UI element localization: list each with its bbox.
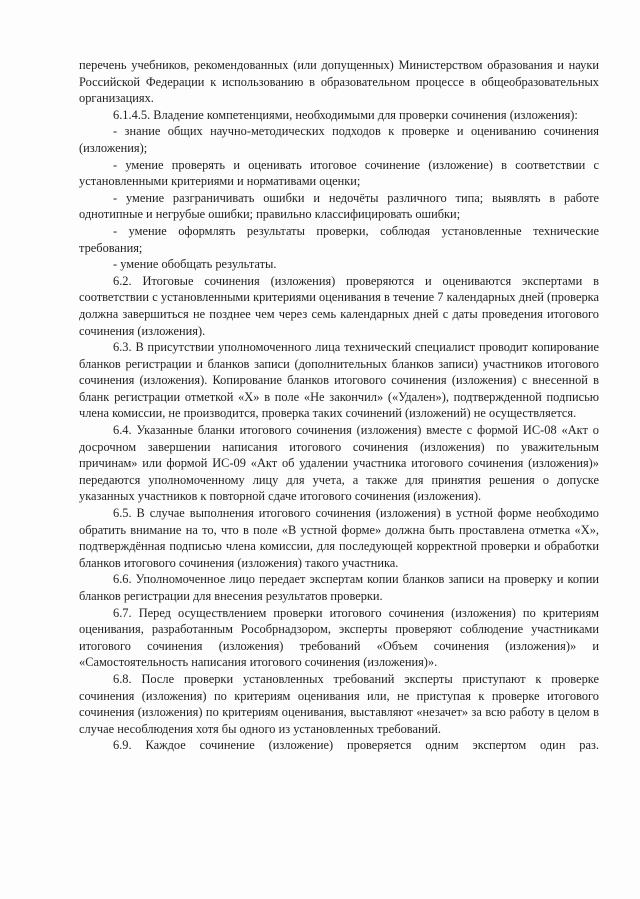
- paragraph-number: 6.9.: [113, 738, 132, 753]
- paragraph-number: 6.2.: [113, 273, 132, 288]
- list-item-text: - умение оформлять результаты проверки, соблюдая установленные технические требования;: [79, 223, 599, 255]
- paragraph-text: Перед осуществлением проверки итогового сочинения (изложения) по критериям оценивания, разработанным Рособрнадзором, эксперты проверяют соблюдение участниками итогового сочинения (изложения) требований «Объем сочинения (изложения)» и «Самостоятельность написания итогового сочинения (изложения)».: [79, 605, 599, 670]
- list-item-text: - умение разграничивать ошибки и недочёты различного типа; выявлять в работе однотипные и негрубые ошибки; правильно классифицировать ошибки;: [79, 190, 599, 222]
- list-item: [79, 157, 599, 190]
- paragraph-6-7: [79, 605, 599, 671]
- paragraph-number: 6.3.: [113, 340, 132, 355]
- paragraph-text: Указанные бланки итогового сочинения (изложения) вместе с формой ИС-08 «Акт о досрочном завершении написания итогового сочинения (изложения) по уважительным причинам» или формой ИС-09 «Акт об удалении участника итогового сочинения (изложения)» передаются уполномоченному лицу для учета, а также для принятия решения о допуске указанных участников к повторной сдаче итогового сочинения (изложения).: [79, 423, 599, 504]
- document-body: [79, 57, 599, 754]
- paragraph-text: Уполномоченное лицо передает экспертам копии бланков записи на проверку и копии бланков регистрации для внесения результатов проверки.: [79, 572, 599, 603]
- paragraph-6-9: [79, 737, 599, 754]
- paragraph-6-3: [79, 339, 599, 422]
- list-item: [79, 256, 599, 273]
- paragraph-text: В случае выполнения итогового сочинения (изложения) в устной форме необходимо обратить внимание на то, что в поле «В устной форме» должна быть проставлена отметка «Х», подтверждённая подписью члена комиссии, для последующей корректной проверки и обработки бланков итогового сочинения (изложения) такого участника.: [79, 506, 599, 570]
- list-item: [79, 190, 599, 223]
- list-item-text: - умение обобщать результаты.: [113, 257, 277, 272]
- paragraph-text: перечень учебников, рекомендованных (или допущенных) Министерством образования и науки Российской Федерации к использованию в образовательном процессе в общеобразовательных организациях.: [79, 58, 599, 106]
- paragraph-number: 6.8.: [113, 671, 132, 686]
- list-item-text: - знание общих научно-методических подходов к проверке и оцениванию сочинения (изложения);: [79, 124, 599, 155]
- paragraph-text: Итоговые сочинения (изложения) проверяются и оцениваются экспертами в соответствии с установленными критериями оценивания в течение 7 календарных дней (проверка должна завершиться не позднее чем через семь календарных дней с даты проведения итогового сочинения (изложения).: [79, 273, 599, 338]
- list-item-text: - умение проверять и оценивать итоговое сочинение (изложение) в соответствии с установленными критериями и нормативами оценки;: [79, 157, 599, 189]
- paragraph-6-8: [79, 671, 599, 737]
- paragraph-6-1-4-5: [79, 107, 599, 124]
- paragraph-number: 6.1.4.5.: [113, 107, 151, 122]
- paragraph-6-6: [79, 571, 599, 604]
- paragraph-text: Владение компетенциями, необходимыми для проверки сочинения (изложения):: [153, 107, 578, 122]
- paragraph-6-5: [79, 505, 599, 571]
- paragraph-text: После проверки установленных требований эксперты приступают к проверке сочинения (изложения) по критериям оценивания или, не приступая к проверке итогового сочинения (изложения) по критериям оценивания, выставляют «незачет» за всю работу в целом в случае несоблюдения хотя бы одного из установленных требований.: [79, 671, 599, 736]
- paragraph-number: 6.5.: [113, 506, 132, 521]
- paragraph-6-4: [79, 422, 599, 505]
- list-item: [79, 223, 599, 256]
- paragraph-number: 6.7.: [113, 605, 132, 620]
- paragraph-number: 6.6.: [113, 572, 132, 587]
- paragraph-continuation: [79, 57, 599, 107]
- list-item: [79, 123, 599, 156]
- paragraph-6-2: [79, 273, 599, 339]
- paragraph-number: 6.4.: [113, 423, 132, 438]
- paragraph-text: Каждое сочинение (изложение) проверяется одним экспертом один раз.: [145, 738, 599, 753]
- paragraph-text: В присутствии уполномоченного лица технический специалист проводит копирование бланков регистрации и бланков записи (дополнительных бланков записи) участников итогового сочинения (изложения). Копирование бланков итогового сочинения (изложения) с внесенной в бланк регистрации отметкой «Х» в поле «Не закончил» («Удален»), подтвержденной подписью члена комиссии, не производится, проверка таких сочинений (изложений) не осуществляется.: [79, 340, 599, 421]
